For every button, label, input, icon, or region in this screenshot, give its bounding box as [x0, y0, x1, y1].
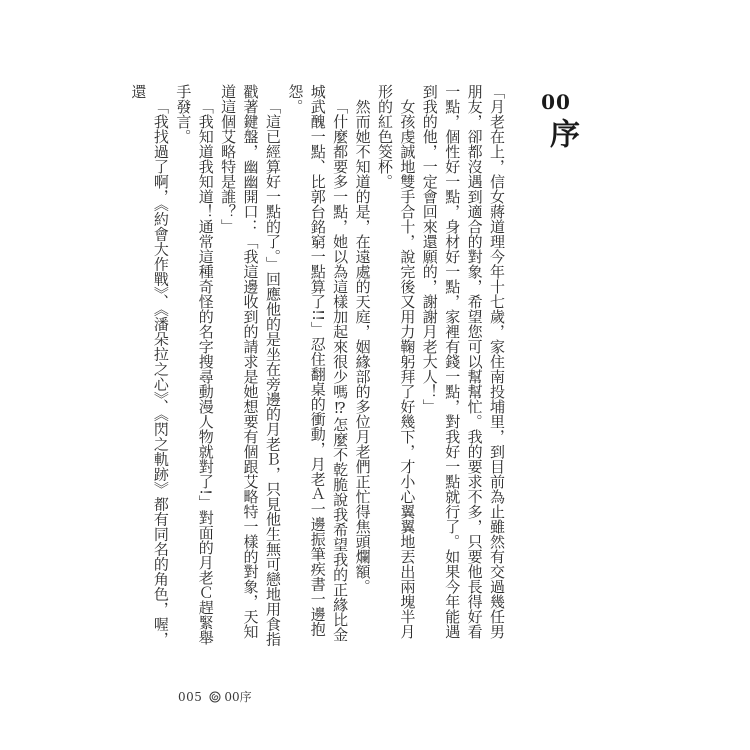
paragraph: 「月老在上，信女蔣道理今年十七歲，家住南投埔里，到目前為止雖然有交過幾任男朋友，卻都沒遇到適合的對象，希望您可以幫幫忙。我的要求不多，只要他長得好看一點，個性好一點，身材好一點，家裡有錢一點，對我好一點就行了。如果今年能遇到我的他，一定會回來還願的，謝謝月老大人！」	[420, 84, 506, 639]
paragraph: 「我知道我知道！通常這種奇怪的名字搜尋動漫人物就對了!」對面的月老Ｃ趕緊舉手發言。	[174, 84, 215, 646]
chapter-title: 序	[544, 118, 579, 148]
running-title: 00序	[224, 690, 252, 704]
page-footer	[178, 688, 252, 705]
paragraph: 然而她不知道的是，在遠處的天庭，姻緣部的多位月老們正忙得焦頭爛額。	[353, 99, 372, 594]
paragraph: 「這已經算好一點的了。」回應他的是坐在旁邊的月老Ｂ，只見他生無可戀地用食指戳著鍵盤，幽幽開口：「我這邊收到的請求是她想要有個跟艾略特一樣的對象，天知道這個艾略特是誰？」	[219, 84, 282, 647]
chapter-number: 00	[541, 90, 571, 114]
paragraph: 「什麼都要多一點，她以為這樣加起來很少嗎⁉怎麼不乾脆說我希望我的正緣比金城武醜一點、比郭台銘窮一點算了!!」忍住翻桌的衝動，月老Ａ一邊振筆疾書一邊抱怨。	[286, 84, 350, 642]
swirl-icon	[209, 691, 221, 703]
body-text	[129, 84, 508, 652]
paragraph: 「我找過了啊，《約會大作戰》、《潘朵拉之心》、《閃之軌跡》都有同名的角色，喔，還	[129, 84, 170, 647]
paragraph: 女孩虔誠地雙手合十，說完後又用力鞠躬拜了好幾下，才小心翼翼地丟出兩塊半月形的紅色筊杯。	[375, 84, 417, 639]
page-number: 005	[178, 689, 203, 704]
